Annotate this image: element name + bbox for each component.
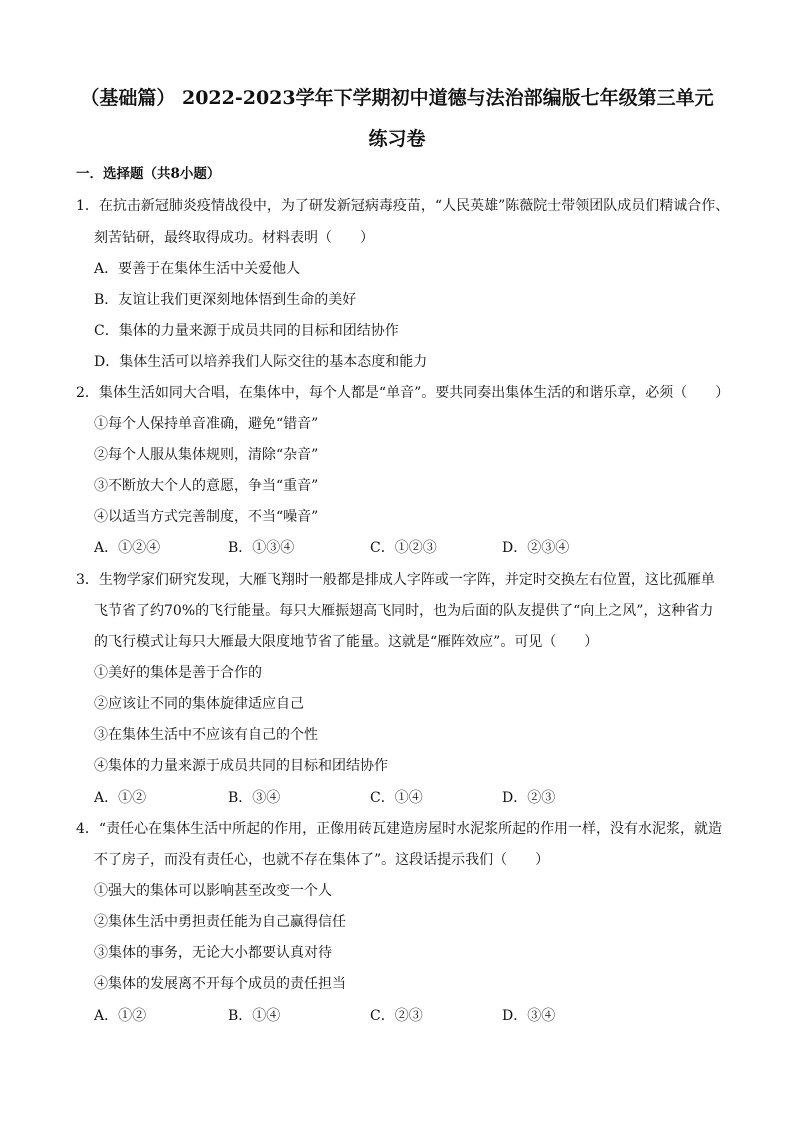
choice-c: C．①④ <box>370 790 423 806</box>
question-2-choices <box>94 538 654 558</box>
question-2-item-4: ④以适当方式完善制度，不当“噪音” <box>94 509 319 525</box>
question-2-item-1: ①每个人保持单音准确，避免“错音” <box>94 416 319 432</box>
question-4-item-3: ③集体的事务，无论大小都要认真对待 <box>94 945 332 961</box>
page-title-line2: 练习卷 <box>368 128 426 150</box>
question-1-stem: 1．在抗击新冠肺炎疫情战役中，为了研发新冠病毒疫苗，“人民英雄”陈薇院士带领团队成员们精诚合作、 <box>76 198 730 214</box>
question-1-option-d: D．集体生活可以培养我们人际交往的基本态度和能力 <box>94 354 428 370</box>
question-3-item-1: ①美好的集体是善于合作的 <box>94 665 262 681</box>
choice-b: B．①③④ <box>228 540 295 556</box>
question-4-item-4: ④集体的发展离不开每个成员的责任担当 <box>94 976 346 992</box>
choice-a: A．①② <box>94 1008 147 1024</box>
choice-d: D．②③ <box>502 790 556 806</box>
choice-b: B．③④ <box>228 790 281 806</box>
question-1-option-a: A．要善于在集体生活中关爱他人 <box>94 261 301 277</box>
question-3-stem-cont: 飞节省了约70%的飞行能量。每只大雁振翅高飞同时，也为后面的队友提供了“向上之风”，这种省力 <box>94 603 714 619</box>
choice-d: D．③④ <box>502 1008 556 1024</box>
question-3-stem-cont: 的飞行模式让每只大雁最大限度地节省了能量。这就是“雁阵效应”。可见（ ） <box>94 634 599 650</box>
question-4-item-2: ②集体生活中勇担责任能为自己赢得信任 <box>94 914 346 930</box>
choice-c: C．②③ <box>370 1008 423 1024</box>
question-3-item-4: ④集体的力量来源于成员共同的目标和团结协作 <box>94 758 388 774</box>
question-2-stem: 2．集体生活如同大合唱，在集体中，每个人都是“单音”。要共同奏出集体生活的和谐乐章，必须（ ） <box>76 385 730 401</box>
section-heading: 一．选择题（共8小题） <box>76 166 221 182</box>
question-1-stem-cont: 刻苦钻研，最终取得成功。材料表明（ ） <box>94 230 374 246</box>
question-2-item-2: ②每个人服从集体规则，清除“杂音” <box>94 447 319 463</box>
question-4-stem: 4．“责任心在集体生活中所起的作用，正像用砖瓦建造房屋时水泥浆所起的作用一样，没有水泥浆，就造 <box>76 821 723 837</box>
choice-a: A．①②④ <box>94 540 161 556</box>
choice-d: D．②③④ <box>502 540 570 556</box>
choice-a: A．①② <box>94 790 147 806</box>
choice-c: C．①②③ <box>370 540 437 556</box>
question-3-item-3: ③在集体生活中不应该有自己的个性 <box>94 727 318 743</box>
question-3-stem: 3．生物学家们研究发现，大雁飞翔时一般都是排成人字阵或一字阵，并定时交换左右位置，这比孤雁单 <box>76 572 715 588</box>
choice-b: B．①④ <box>228 1008 281 1024</box>
question-4-item-1: ①强大的集体可以影响甚至改变一个人 <box>94 883 332 899</box>
question-2-item-3: ③不断放大个人的意愿，争当“重音” <box>94 478 319 494</box>
question-1-option-b: B．友谊让我们更深刻地体悟到生命的美好 <box>94 292 357 308</box>
question-3-item-2: ②应该让不同的集体旋律适应自己 <box>94 696 304 712</box>
question-4-stem-cont: 不了房子，而没有责任心，也就不存在集体了”。这段话提示我们（ ） <box>94 852 550 868</box>
question-1-option-c: C．集体的力量来源于成员共同的目标和团结协作 <box>94 323 399 339</box>
question-3-choices <box>94 788 654 808</box>
page-title: （基础篇） 2022-2023学年下学期初中道德与法治部编版七年级第三单元 <box>80 87 714 109</box>
question-4-choices <box>94 1006 654 1026</box>
